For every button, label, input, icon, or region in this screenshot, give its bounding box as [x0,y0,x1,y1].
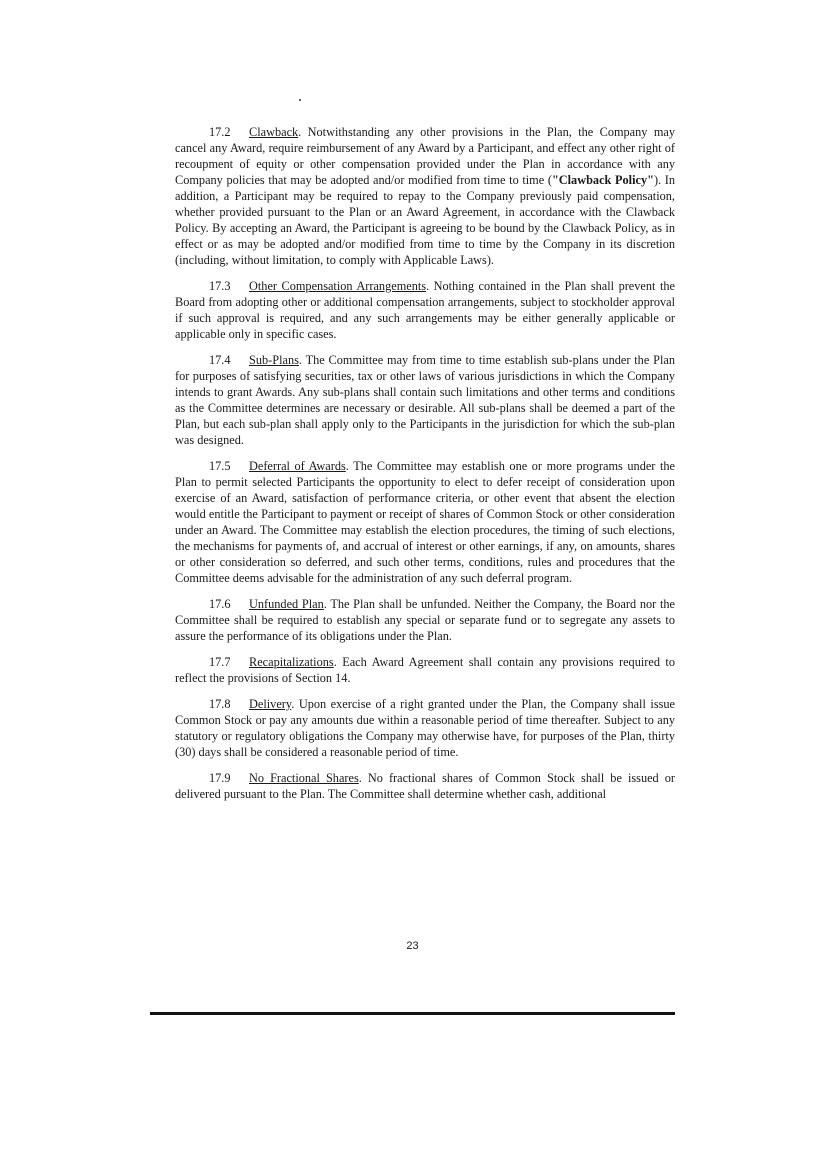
section-heading: Deferral of Awards [249,459,346,473]
section-text: . Each Award Agreement shall contain any provisions required to reflect the provisions of Section 14. [175,655,675,685]
section-heading: Delivery [249,697,292,711]
defined-term: "Clawback Policy" [551,173,654,187]
section-text: . Notwithstanding any other provisions in the Plan, the Company may cancel any Award, require reimbursement of any Award by a Participant, and effect any other right of recoupment of equity or other compensation provided under the Plan in accordance with any Company policies that may be adopted and/or modified from time to time ( [175,125,675,187]
section-17-5-deferral-of-awards [175,458,675,586]
section-17-7-recapitalizations [175,654,675,686]
section-text: . No fractional shares of Common Stock shall be issued or delivered pursuant to the Plan. The Committee shall determine whether cash, additional [175,771,675,801]
section-heading: Recapitalizations [249,655,334,669]
section-text: . The Committee may from time to time establish sub-plans under the Plan for purposes of satisfying securities, tax or other laws of various jurisdictions in which the Company intends to grant Awards. Any sub-plans shall contain such limitations and other terms and conditions as the Committee determines are necessary or desirable. All sub-plans shall be deemed a part of the Plan, but each sub-plan shall apply only to the Participants in the jurisdiction for which the sub-plan was designed. [175,353,675,447]
section-number: 17.8 [209,697,231,711]
stray-mark [299,99,301,101]
page-number: 23 [406,940,419,952]
section-heading: No Fractional Shares [249,771,359,785]
section-number: 17.7 [209,655,231,669]
section-number: 17.9 [209,771,231,785]
section-heading: Sub-Plans [249,353,299,367]
section-number: 17.6 [209,597,231,611]
section-text: . The Plan shall be unfunded. Neither the Company, the Board nor the Committee shall be required to establish any special or separate fund or to segregate any assets to assure the performance of its obligations under the Plan. [175,597,675,643]
section-heading: Clawback [249,125,299,139]
section-number: 17.4 [209,353,231,367]
section-17-4-sub-plans [175,352,675,448]
section-text: . Nothing contained in the Plan shall prevent the Board from adopting other or additional compensation arrangements, subject to stockholder approval if such approval is required, and any such arrangements may be either generally applicable or applicable only in specific cases. [175,279,675,341]
section-text: . The Committee may establish one or more programs under the Plan to permit selected Participants the opportunity to elect to defer receipt of consideration upon exercise of an Award, satisfaction of performance criteria, or other event that absent the election would entitle the Participant to payment or receipt of shares of Common Stock or other consideration under an Award. The Committee may establish the election procedures, the timing of such elections, the mechanisms for payments of, and accrual of interest or other earnings, if any, on amounts, shares or other consideration so deferred, and such other terms, conditions, rules and procedures that the Committee deems advisable for the administration of any such deferral program. [175,459,675,585]
section-heading: Unfunded Plan [249,597,324,611]
document-body [175,124,675,812]
section-number: 17.5 [209,459,231,473]
section-number: 17.3 [209,279,231,293]
section-number: 17.2 [209,125,231,139]
section-17-2-clawback [175,124,675,268]
section-text: . Upon exercise of a right granted under the Plan, the Company shall issue Common Stock or pay any amounts due within a reasonable period of time thereafter. Subject to any statutory or regulatory obligations the Company may otherwise have, for purposes of the Plan, thirty (30) days shall be considered a reasonable period of time. [175,697,675,759]
section-heading: Other Compensation Arrangements [249,279,427,293]
section-17-9-no-fractional-shares [175,770,675,802]
footer-rule [150,1012,675,1015]
section-17-8-delivery [175,696,675,760]
section-17-6-unfunded-plan [175,596,675,644]
section-17-3-other-compensation [175,278,675,342]
section-text: ). In addition, a Participant may be required to repay to the Company previously paid compensation, whether provided pursuant to the Plan or an Award Agreement, in accordance with the Clawback Policy. By accepting an Award, the Participant is agreeing to be bound by the Clawback Policy, as in effect or as may be adopted and/or modified from time to time by the Company in its discretion (including, without limitation, to comply with Applicable Laws). [175,173,675,267]
